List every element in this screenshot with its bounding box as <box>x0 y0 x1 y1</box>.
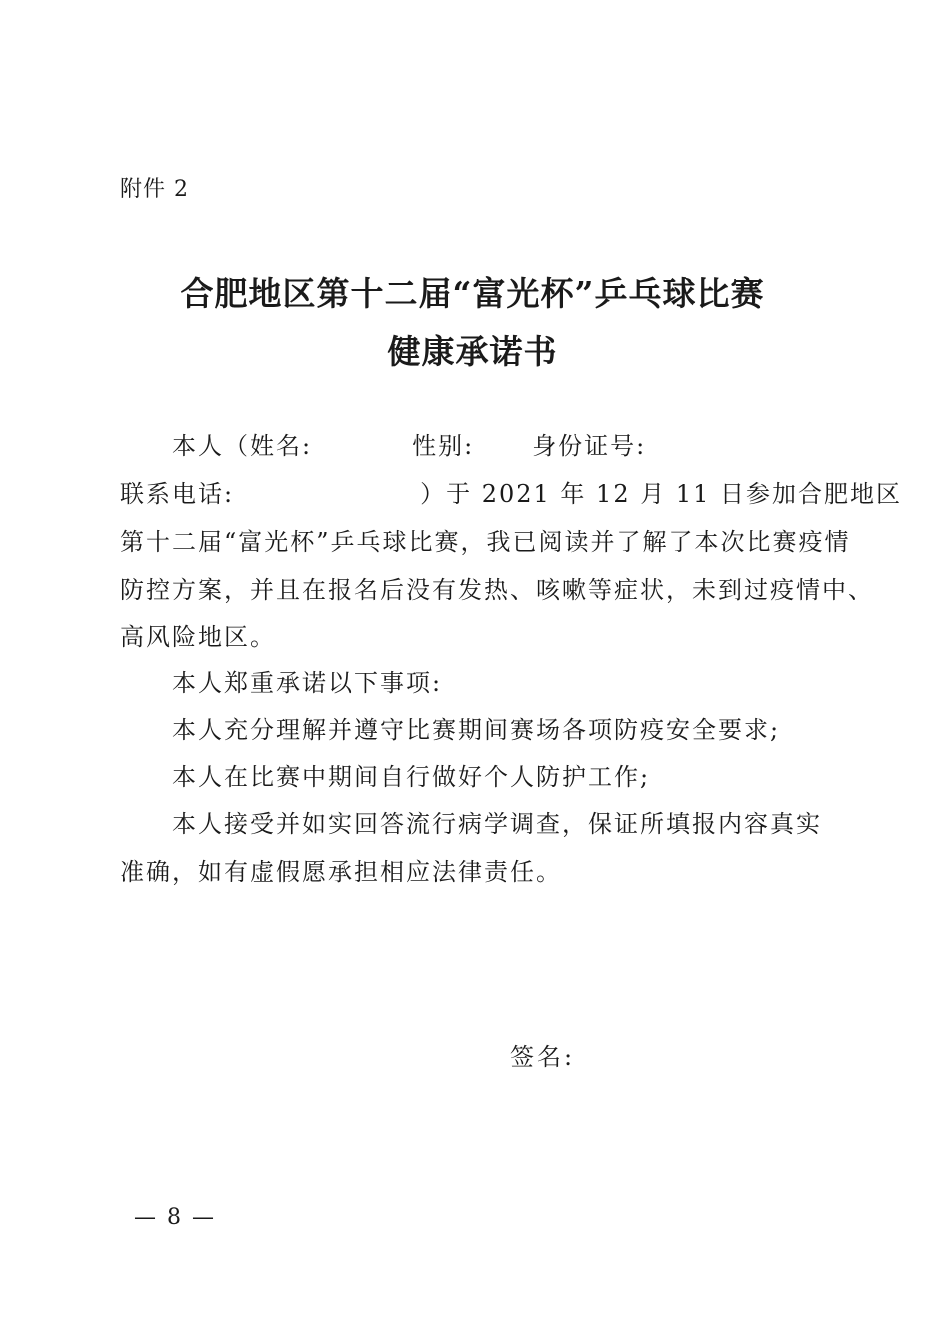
id-label: 身份证号: <box>532 432 647 460</box>
intro-line-1 <box>172 426 646 461</box>
commit-item-1: 本人充分理解并遵守比赛期间赛场各项防疫安全要求; <box>172 716 781 744</box>
document-title-line2: 健康承诺书 <box>387 332 558 371</box>
intro-line-4: 防控方案，并且在报名后没有发热、咳嗽等症状，未到过疫情中、 <box>120 576 874 604</box>
attachment-label: 附件 2 <box>120 177 189 202</box>
commit-heading: 本人郑重承诺以下事项: <box>172 669 443 697</box>
name-label: 本人（姓名: <box>172 432 313 460</box>
intro-line-2-rest: ）于 2021 年 12 月 11 日参加合肥地区 <box>420 480 903 508</box>
intro-line-3: 第十二届“富光杯”乒乓球比赛，我已阅读并了解了本次比赛疫情 <box>120 528 851 556</box>
signature-label: 签名: <box>510 1043 576 1071</box>
commit-item-2: 本人在比赛中期间自行做好个人防护工作; <box>172 763 651 791</box>
intro-line-5: 高风险地区。 <box>120 623 276 651</box>
intro-line-2 <box>120 474 902 509</box>
document-title-line1: 合肥地区第十二届“富光杯”乒乓球比赛 <box>180 274 765 313</box>
gender-label: 性别: <box>412 432 475 460</box>
commit-item-3: 本人接受并如实回答流行病学调查，保证所填报内容真实 <box>172 810 822 838</box>
commit-item-3-continued: 准确，如有虚假愿承担相应法律责任。 <box>120 858 562 886</box>
phone-label: 联系电话: <box>120 480 235 508</box>
page-number: — 8 — <box>134 1205 216 1230</box>
